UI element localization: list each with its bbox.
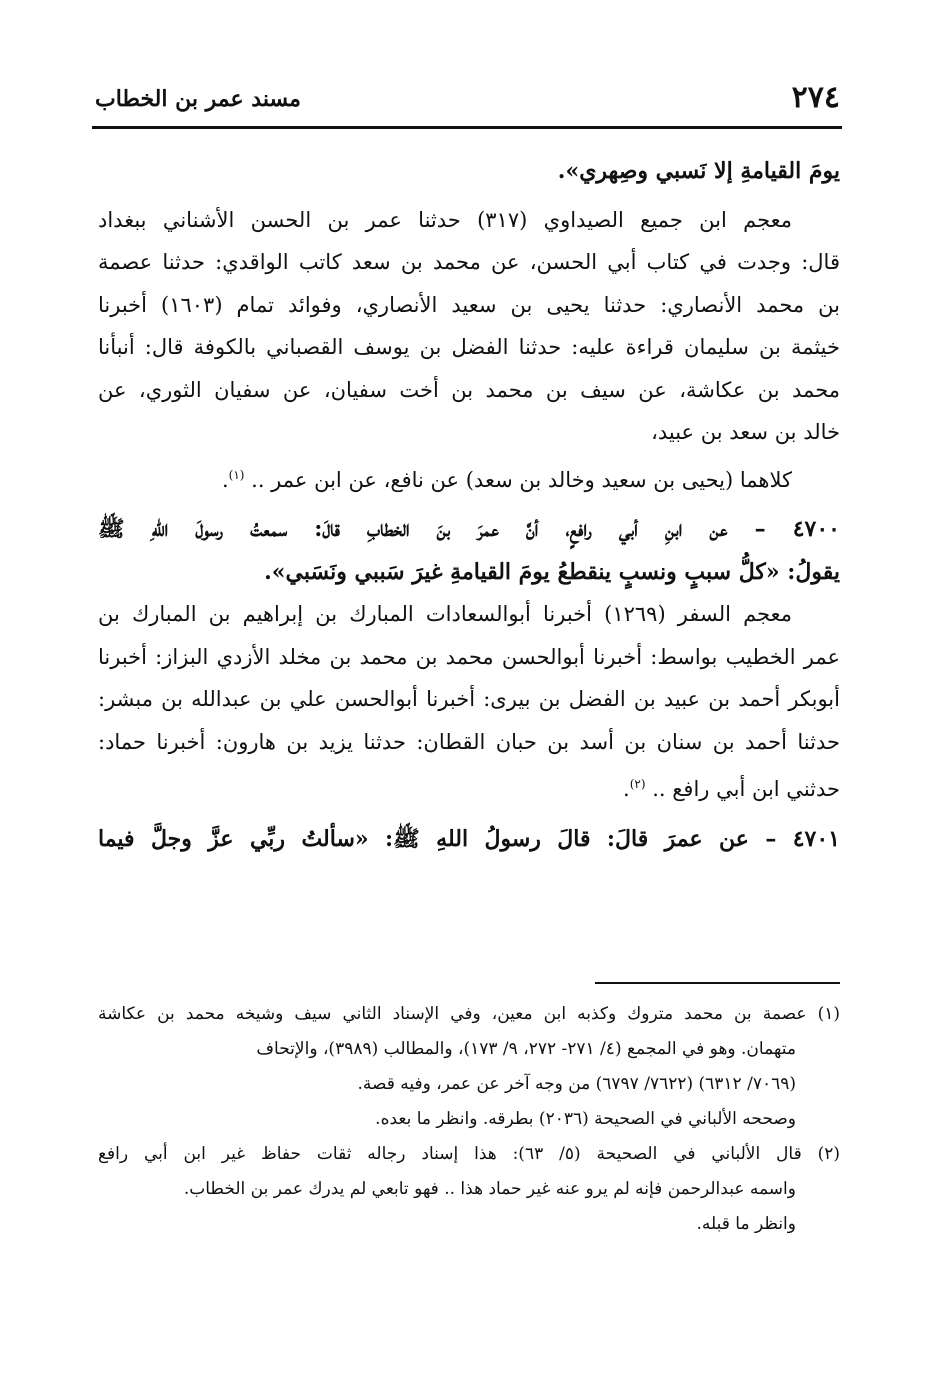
footnote-line: وانظر ما قبله. <box>696 1214 796 1234</box>
footnote-mark: (١) <box>228 467 245 482</box>
text-line: محمد بن عكاشة، عن سيف بن محمد بن أخت سفيان، عن سفيان الثوري، عن <box>98 377 840 402</box>
text-line: أبوبكر أحمد بن عبيد بن الفضل بن بيرى: أخبرنا أبوالحسن علي بن عبدالله بن مبشر: <box>98 687 840 711</box>
hadith-4701-line: ٤٧٠١ – عن عمرَ قالَ: قالَ رسولُ اللهِ ﷺ: «سألتُ ربِّي عزَّ وجلَّ فيما <box>98 825 840 852</box>
footnote-line: (٢) قال الألباني في الصحيحة (٥/ ٦٣): هذا إسناد رجاله ثقات حفاظ غير ابن أبي رافع <box>98 1144 840 1164</box>
footnotes <box>98 997 840 1242</box>
text-line: معجم السفر (١٢٦٩) أخبرنا أبوالسعادات المبارك بن إبراهيم بن المبارك بن <box>98 602 793 626</box>
footnote-separator <box>595 982 840 984</box>
header-rule <box>92 126 842 129</box>
footnote-line: متهمان. وهو في المجمع (٤/ ٢٧١- ٢٧٢، ٩/ ١٧٣)، والمطالب (٣٩٨٩)، والإتحاف <box>256 1039 796 1059</box>
footnote-mark: (٢) <box>629 777 646 791</box>
text-line: بن محمد الأنصاري: حدثنا يحيى بن سعيد الأنصاري، وفوائد تمام (١٦٠٣) أخبرنا <box>98 292 840 317</box>
text-line-content: حدثني ابن أبي رافع .. <box>652 777 840 801</box>
text-line: قال: وجدت في كتاب أبي الحسن، عن محمد بن سعد كاتب الواقدي: حدثنا عصمة <box>98 250 840 274</box>
hadith-4700-line: يقولُ: «كلُّ سببٍ ونسبٍ ينقطعُ يومَ القيامةِ غيرَ سَببي ونَسَبي». <box>264 558 840 585</box>
hadith-4700-line: ٤٧٠٠ – عن ابنِ أبي رافعٍ، أنَّ عمرَ بنَ الخطابِ قالَ: سمعتُ رسولَ اللهِ ﷺ <box>98 516 840 542</box>
text-line: معجم ابن جميع الصيداوي (٣١٧) حدثنا عمر بن الحسن الأشناني ببغداد <box>98 207 793 232</box>
footnote-line: واسمه عبدالرحمن فإنه لم يرو عنه غير حماد هذا .. فهو تابعي لم يدرك عمر بن الخطاب. <box>183 1179 796 1199</box>
text-line-content: كلاهما (يحيى بن سعيد وخالد بن سعد) عن نافع، عن ابن عمر .. <box>251 467 792 492</box>
page-header <box>95 80 840 126</box>
text-line: خالد بن سعد بن عبيد، <box>651 420 840 444</box>
text-line: حدثني ابن أبي رافع .. $^{(٢)}$. <box>623 777 840 801</box>
footnote-line: وصححه الألباني في الصحيحة (٢٠٣٦) بطرقه. وانظر ما بعده. <box>375 1109 796 1129</box>
text-line: كلاهما (يحيى بن سعيد وخالد بن سعد) عن نافع، عن ابن عمر .. $^{(١)}$. <box>221 467 792 492</box>
page-number: ٢٧٤ <box>791 80 840 115</box>
running-title: مسند عمر بن الخطاب <box>95 86 301 112</box>
text-line: يومَ القيامةِ إلا نَسبي وصِهري». <box>557 158 840 184</box>
text-line: خيثمة بن سليمان قراءة عليه: حدثنا الفضل بن يوسف القصباني بالكوفة قال: أنبأنا <box>98 335 840 359</box>
main-text <box>98 150 840 860</box>
footnote-line: (٧٠٦٩/ ٦٣١٢) (٧٦٢٢/ ٦٧٩٧) من وجه آخر عن عمر، وفيه قصة. <box>357 1074 796 1094</box>
text-line: حدثنا أحمد بن سنان بن أسد بن حبان القطان: حدثنا يزيد بن هارون: أخبرنا حماد: <box>98 729 840 754</box>
footnote-line: (١) عصمة بن محمد متروك وكذبه ابن معين، وفي الإسناد الثاني سيف وشيخه محمد بن عكاشة <box>98 1004 840 1024</box>
text-line: عمر الخطيب بواسط: أخبرنا أبوالحسن محمد بن محمد بن مخلد الأزدي البزاز: أخبرنا <box>98 644 840 669</box>
